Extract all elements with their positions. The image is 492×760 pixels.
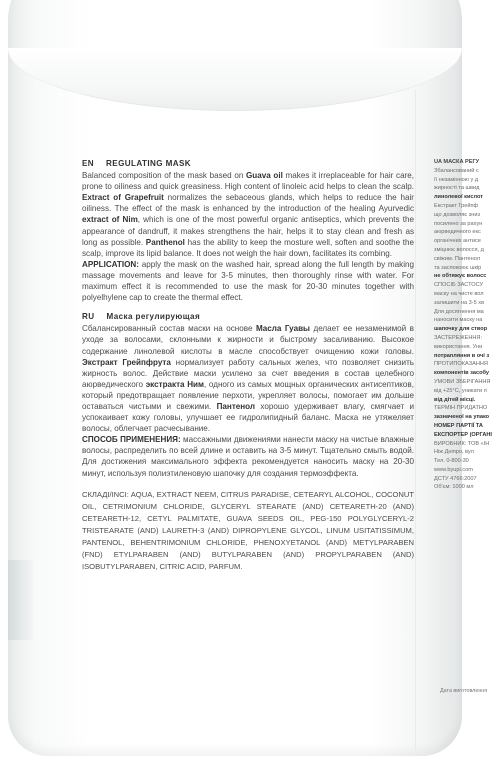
ua-line: залишити на 3-5 хв	[434, 299, 485, 306]
en-grapefruit: Extract of Grapefruit	[82, 193, 164, 203]
ua-line: линолевої кислот	[434, 194, 483, 201]
ua-line: Тел. 0-800-30	[434, 458, 469, 465]
ua-line: ПРОТИПОКАЗАННЯ	[434, 361, 488, 368]
ingredients-label: СКЛАДІ/INCI:	[82, 489, 129, 499]
ua-line: потрапляння в очі з	[434, 352, 490, 359]
ua-line: використання. Уни	[434, 343, 483, 350]
ua-line: жирності та швид	[434, 185, 480, 192]
ua-line: компонентів засобу	[434, 370, 489, 377]
ua-line: Для досягнення ма	[434, 308, 484, 315]
ua-line: наносити маску на	[434, 317, 483, 324]
ru-application: СПОСОБ ПРИМЕНЕНИЯ: массажными движениями нанести маску на чистые влажные волосы, распределить по всей длине и оставить на 3-5 минут. Тщательно смыть водой. Для достижения максимального эффекта рекомендуется наносить маску на 20-30 минут, используя полиэтиленовую шапочку для создания термоэффекта.	[82, 435, 414, 478]
ua-line: Екстракт Грейпф	[434, 202, 479, 209]
ua-line: посилено за рахун	[434, 220, 483, 227]
ua-line: органічних антисе	[434, 238, 481, 245]
side-stripe	[8, 560, 34, 640]
ua-line: маску на чисте вол	[434, 290, 484, 297]
ua-line: не обтяжує волосс	[434, 273, 487, 280]
manufacture-date-label: Дата виготовлення	[440, 688, 488, 694]
ru-lang-code: RU	[82, 312, 95, 322]
ua-line: та заспокоює шкір	[434, 264, 482, 271]
ua-line: УМОВИ ЗБЕРІГАННЯ	[434, 378, 491, 385]
ru-title: Маска регулирующая	[106, 312, 201, 322]
ua-line: свіжим. Пантенол	[434, 255, 481, 262]
en-application: APPLICATION: apply the mask on the washed hair, spread along the full length by making massage movements and leave for 3-5 minutes, then thoroughly rinse with water. For maximum effect it is recommended to use the mask for 20-30 minutes together with polyelhylene cap to create the thermal effect.	[82, 259, 414, 303]
ua-line: зміцнює волосся, д	[434, 246, 484, 253]
product-label	[82, 158, 414, 573]
en-lang-code: EN	[82, 159, 95, 168]
en-nim: extract of Nim	[82, 215, 138, 225]
ru-application-label: СПОСОБ ПРИМЕНЕНИЯ:	[82, 435, 181, 445]
ru-panthenol: Пантенол	[216, 401, 256, 411]
ua-line: від +25°С, уникати п	[434, 387, 487, 394]
ua-heading: UA МАСКА РЕГУ	[434, 159, 480, 165]
ru-description: Сбалансированный состав маски на основе Масла Гуавы делает ее незаменимой в уходе за волосами, склонными к жирности и быстрому засаливанию. Высокое содержание линолевой кислоты в масле способствует очищению кожи головы. Экстракт Грейпфрута нормализует работу сальных желез, что позволяет снизить жирность волос. Действие маски усилено за счет введения в состав целебного аюрведического экстракта Ним, одного из самых мощных органических антисептиков, который предотвращает появление перхоти, укрепляет волосы, помогает им дольше оставаться чистыми и свежими. Пантенол хорошо удерживает влагу, смягчает и успокаивает кожу головы, улучшает ее гидролипидный баланс. Маска не утяжеляет волосы, облегчает расчесывание.	[82, 324, 415, 434]
en-panthenol: Panthenol	[145, 237, 185, 247]
ru-nim: экстракта Ним	[145, 379, 204, 389]
en-guava: Guava oil	[246, 171, 283, 181]
ua-line: від дітей місці.	[434, 396, 476, 403]
ua-line: ДСТУ 4766:2007	[434, 475, 477, 482]
en-heading	[82, 158, 414, 169]
ua-line: ЗАСТЕРЕЖЕННЯ:	[434, 334, 483, 341]
en-application-label: APPLICATION:	[82, 259, 139, 269]
ua-line: що дозволяє зниз	[434, 211, 481, 218]
ua-line: зазначеної на упако	[434, 414, 490, 421]
ua-line: її незамінною у д	[434, 176, 479, 183]
ru-guava: Масла Гуавы	[255, 324, 310, 334]
ua-line: Збалансований с	[434, 167, 479, 174]
ingredients	[82, 489, 414, 573]
ingredients-text: AQUA, EXTRACT NEEM, CITRUS PARADISE, CETEARYL ALCOHOL, COCONUT OIL, CETRIMONIUM CHLORIDE, GLYCERYL STEARATE (AND) CETEARETH-20 (AND) CETEARETH-12, CETYL PALMITATE, GUAVA SEEDS OIL, PEG-150 POLYGLYCERYL-2 TRISTEARATE (AND) LAURETH-3 (AND) DIPROPYLENE GLYCOL, LINUM USITATISSIMUM, PANTENOL, BEHENTRIMONIUM CHLORIDE, PHENOXYETANOL (AND) METYLPARABEN (FND) ETYLPARABEN (AND) BUTYLPARABEN (AND) PROPYLPARABEN (AND) ISOBUTYLPARABEN, CITRIC ACID, PARFUM.	[82, 489, 414, 571]
ua-line: НОМЕР ПАРТІЇ ТА	[434, 422, 483, 429]
label-seam	[415, 90, 416, 750]
ua-line: ЕКСПОРТЕР (ОРГАНІ	[434, 431, 492, 438]
ua-line: ТЕРМІН ПРИДАТНО	[434, 405, 488, 412]
ua-line: www.byupi.com	[434, 466, 473, 473]
en-title: REGULATING MASK	[106, 159, 192, 168]
ua-line: аюрведичного екс	[434, 229, 481, 236]
ua-column-cropped	[434, 158, 492, 698]
ua-line: ВИРОБНИК: ТОВ «ІН	[434, 440, 490, 447]
ua-line: СПОСІБ ЗАСТОСУ	[434, 282, 483, 289]
ua-line: Об'єм: 1000 мл	[434, 484, 474, 491]
ua-line: шапочку для створ	[434, 326, 488, 333]
ru-grapefruit: Экстракт Грейпфрута	[82, 357, 171, 367]
ru-heading	[82, 311, 414, 322]
en-description: Balanced composition of the mask based on Guava oil makes it irreplaceable for hair care, prone to oiliness and quick greasiness. High content of linoleic acid helps to clean the scalp. Extract of Grapefruit normalizes the sebaceous glands, which helps to reduce the hair oiliness. The effect of the mask is enhanced by the introduction of the healing Ayurvedic extract of Nim, which is one of the most powerful organic antiseptics, which prevents the appearance of dandruff, it makes strengthens the hair, helps it to stay clean and fresh as long as possible. Panthenol has the ability to keep the mosture well, soften and soothe the scalp, improve its lipid balance. It does not weigh the hair down, facilitates its combing.	[82, 171, 415, 258]
ua-line: Ніж Дніпро, вул	[434, 449, 474, 456]
